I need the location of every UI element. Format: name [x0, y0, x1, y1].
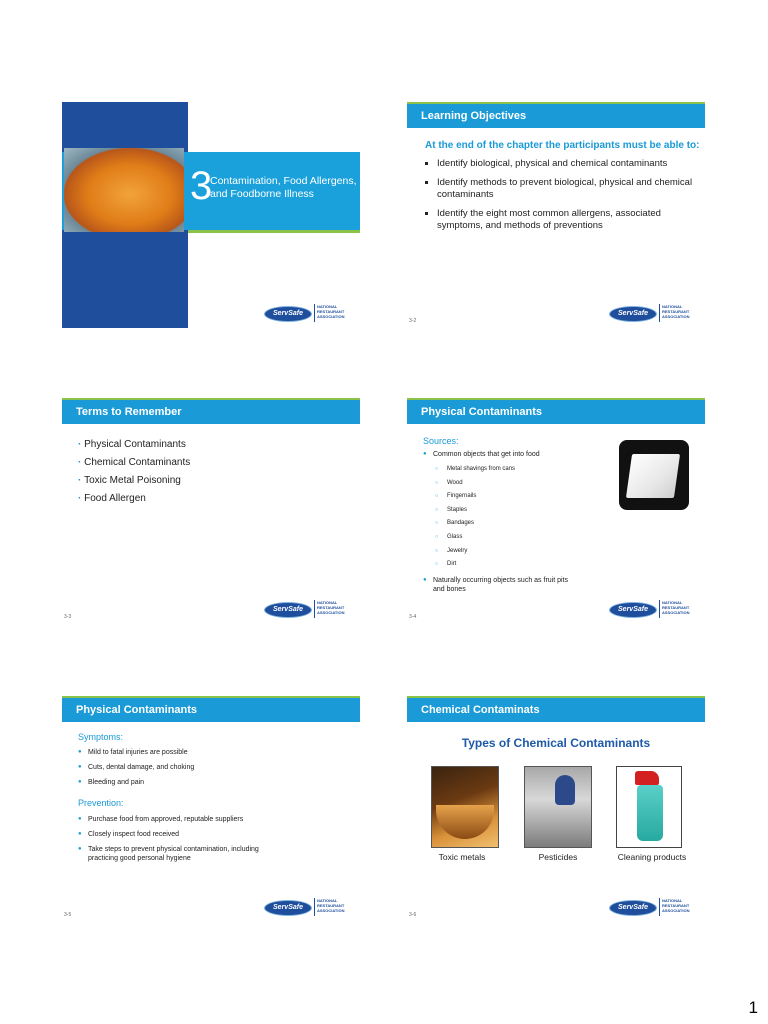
sub-list-item: ○ Dirt [423, 558, 603, 572]
servsafe-wordmark: ServSafe [609, 900, 657, 916]
terms-list [78, 436, 190, 508]
nra-line2: RESTAURANT [317, 309, 345, 314]
types-heading: Types of Chemical Contaminants [461, 736, 651, 750]
servsafe-wordmark: ServSafe [609, 602, 657, 618]
nra-line3: ASSOCIATION [662, 314, 690, 319]
sub-list-item: ○ Jewelry [423, 545, 603, 559]
slide-header: Learning Objectives [407, 102, 705, 128]
servsafe-logo [264, 896, 356, 918]
nra-line1: NATIONAL [662, 304, 683, 309]
sub-list-item: ○ Staples [423, 504, 603, 518]
servsafe-logo [609, 896, 701, 918]
takeout-box-image [619, 440, 689, 510]
servsafe-logo [264, 598, 356, 620]
chapter-title-line2: and Foodborne Illness [210, 188, 314, 200]
worker-shape [555, 775, 575, 805]
slide-chemical-contaminants [407, 696, 705, 922]
spray-bottle-shape [637, 785, 663, 841]
slide-number: 3-3 [64, 614, 72, 620]
logo-divider [314, 898, 315, 916]
sub-list-item: ○ Wood [423, 477, 603, 491]
list-item: ▪ Identify biological, physical and chemical contaminants [437, 158, 699, 171]
cleaning-products-image [616, 766, 682, 848]
nra-line2: RESTAURANT [317, 605, 345, 610]
servsafe-wordmark: ServSafe [264, 900, 312, 916]
slide-header: Physical Contaminants [62, 696, 360, 722]
logo-divider [659, 600, 660, 618]
servsafe-wordmark: ServSafe [264, 306, 312, 322]
nra-line1: NATIONAL [317, 304, 338, 309]
list-item: · Chemical Contaminants [78, 454, 190, 472]
servsafe-logo [609, 598, 701, 620]
list-item: · Physical Contaminants [78, 436, 190, 454]
prevention-list [78, 815, 278, 869]
chapter-title-line1: Contamination, Food Allergens, [210, 175, 357, 187]
caption-cleaning-products: Cleaning products [617, 852, 687, 862]
logo-divider [314, 600, 315, 618]
slide-number: 3-5 [64, 912, 72, 918]
nra-wordmark [317, 304, 357, 319]
list-item: ● Cuts, dental damage, and choking [78, 763, 278, 772]
pesticides-image [524, 766, 592, 848]
slide-physical-symptoms [62, 696, 360, 922]
list-item-line: ● Naturally occurring objects such as fruit pits [433, 576, 568, 584]
servsafe-logo [609, 302, 701, 324]
nra-wordmark [317, 898, 357, 913]
list-item: ▪ Identify methods to prevent biological, physical and chemical contaminants [437, 177, 699, 202]
list-item: ● Mild to fatal injuries are possible [78, 748, 278, 757]
sub-list-item: ○ Fingernails [423, 490, 603, 504]
logo-divider [659, 304, 660, 322]
list-item: · Food Allergen [78, 490, 190, 508]
sub-list-item: ○ Bandages [423, 517, 603, 531]
food-photo [64, 148, 184, 232]
carton-shape [626, 454, 680, 498]
nra-wordmark [662, 898, 702, 913]
nra-line1: NATIONAL [317, 600, 338, 605]
list-item: ● Take steps to prevent physical contamination, including practicing good personal hygiene [78, 845, 278, 863]
nra-line2: RESTAURANT [662, 605, 690, 610]
objectives-list [425, 158, 699, 239]
servsafe-logo [264, 302, 356, 324]
nra-line3: ASSOCIATION [317, 908, 345, 913]
page-number: 1 [748, 998, 758, 1017]
logo-divider [659, 898, 660, 916]
nra-line3: ASSOCIATION [662, 908, 690, 913]
chapter-number: 3 [190, 164, 213, 208]
servsafe-wordmark: ServSafe [609, 306, 657, 322]
chapter-title [210, 175, 360, 201]
prevention-heading: Prevention: [78, 798, 124, 808]
slide-header: Physical Contaminants [407, 398, 705, 424]
spray-trigger-shape [635, 771, 659, 785]
symptoms-list [78, 748, 278, 793]
symptoms-heading: Symptoms: [78, 732, 124, 742]
caption-pesticides: Pesticides [538, 852, 578, 862]
list-item: · Toxic Metal Poisoning [78, 472, 190, 490]
sub-list-item: ○ Glass [423, 531, 603, 545]
nra-line1: NATIONAL [662, 898, 683, 903]
objectives-lead: At the end of the chapter the participants must be able to: [425, 140, 700, 151]
slide-title [62, 102, 360, 328]
list-item: ▪ Identify the eight most common allergens, associated symptoms, and methods of preventions [437, 208, 699, 233]
nra-line3: ASSOCIATION [662, 610, 690, 615]
sources-heading: Sources: [423, 436, 459, 446]
copper-bowl-shape [436, 805, 494, 839]
list-item [423, 576, 603, 594]
list-item-line: and bones [433, 585, 466, 593]
slide-learning-objectives [407, 102, 705, 328]
nra-line2: RESTAURANT [317, 903, 345, 908]
nra-wordmark [662, 600, 702, 615]
slide-header: Terms to Remember [62, 398, 360, 424]
list-item: ● Purchase food from approved, reputable suppliers [78, 815, 278, 824]
list-item: ● Bleeding and pain [78, 778, 278, 787]
sub-list-item: ○ Metal shavings from cans [423, 463, 603, 477]
nra-line3: ASSOCIATION [317, 610, 345, 615]
nra-line1: NATIONAL [317, 898, 338, 903]
nra-line1: NATIONAL [662, 600, 683, 605]
slide-physical-sources [407, 398, 705, 624]
nra-line2: RESTAURANT [662, 903, 690, 908]
caption-toxic-metals: Toxic metals [438, 852, 486, 862]
toxic-metals-image [431, 766, 499, 848]
slide-number: 3-6 [409, 912, 417, 918]
sources-list [423, 450, 603, 598]
servsafe-wordmark: ServSafe [264, 602, 312, 618]
slide-header: Chemical Contaminats [407, 696, 705, 722]
logo-divider [314, 304, 315, 322]
slide-terms [62, 398, 360, 624]
green-accent-line [188, 230, 360, 233]
nra-wordmark [662, 304, 702, 319]
slide-number: 3-4 [409, 614, 417, 620]
nra-line2: RESTAURANT [662, 309, 690, 314]
nra-wordmark [317, 600, 357, 615]
list-item: ● Closely inspect food received [78, 830, 278, 839]
slide-number: 3-2 [409, 318, 417, 324]
list-item: ● Common objects that get into food [423, 450, 603, 459]
nra-line3: ASSOCIATION [317, 314, 345, 319]
